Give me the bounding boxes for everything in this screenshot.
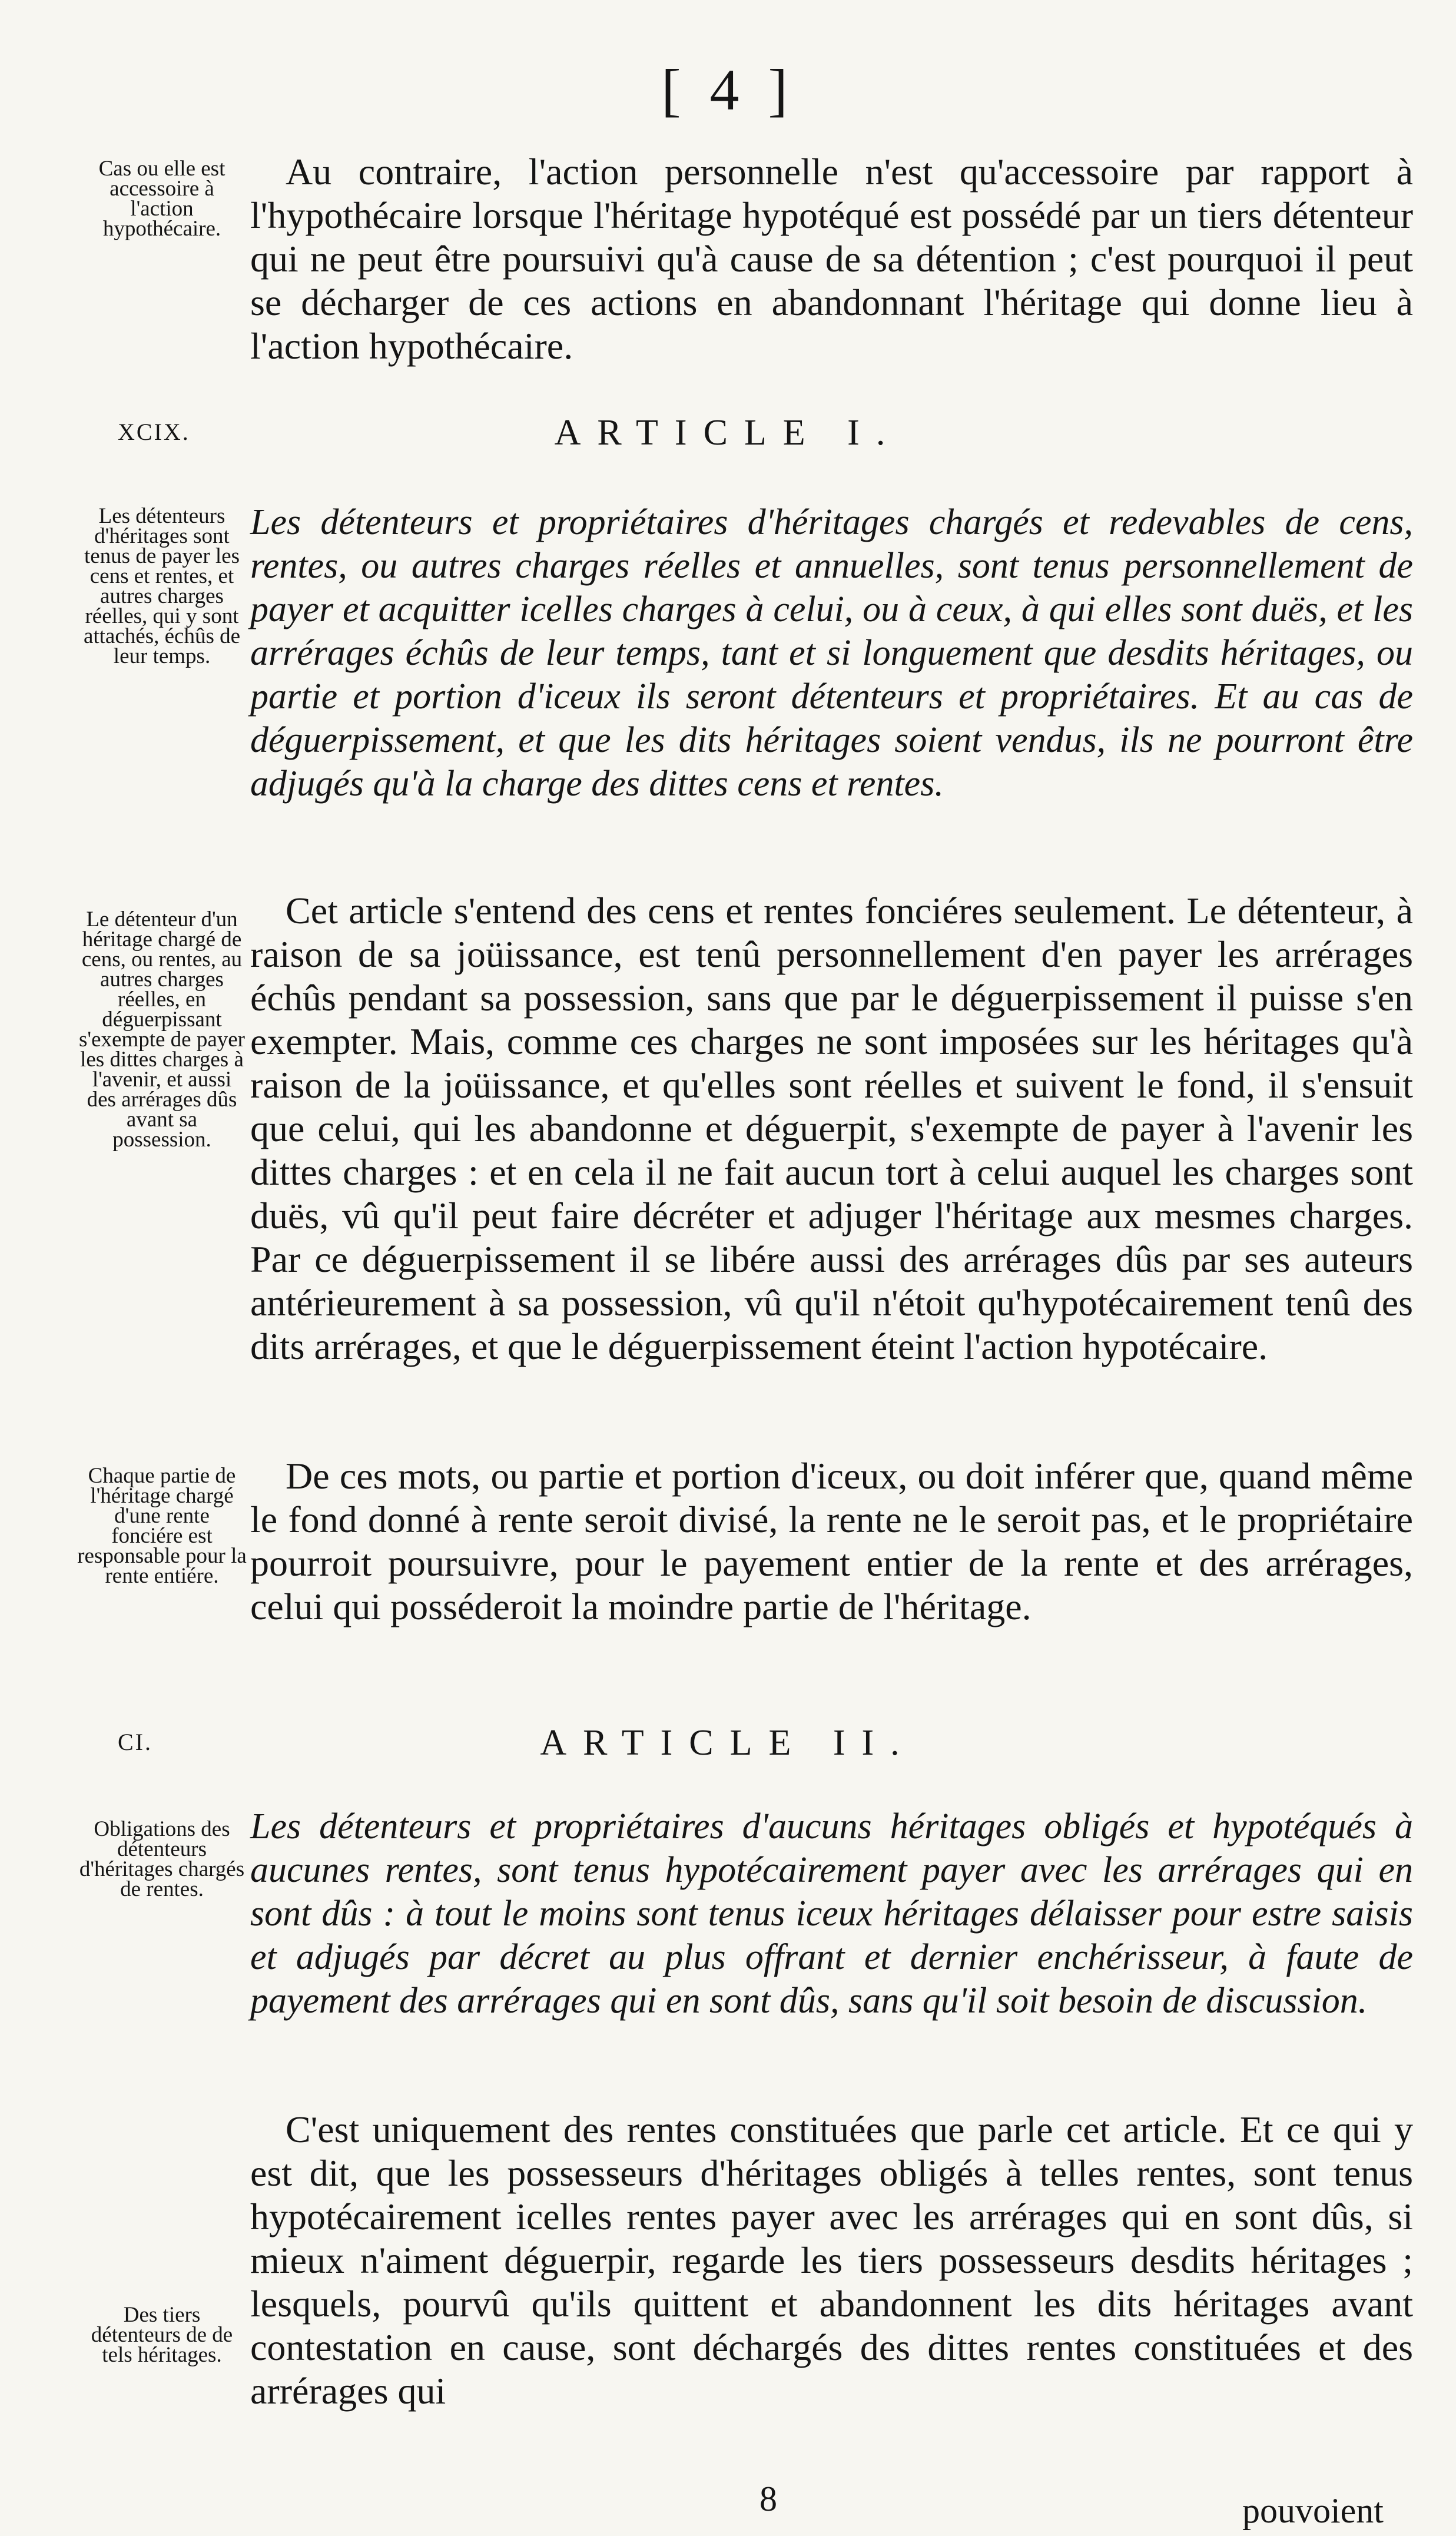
margin-note: Les détenteurs d'héritages sont tenus de payer les cens et rentes, et autres charges réelles, qui y sont attachés, échûs de leur temps. bbox=[83, 504, 241, 668]
body-paragraph: Au contraire, l'action personnelle n'est qu'accessoire par rapport à l'hypothécaire lorsque l'héritage hypotéqué est possédé par un tiers détenteur qui ne peut être poursuivi qu'à cause de sa détention ; c'est pourquoi il peut se décharger de ces actions en abandonnant l'héritage qui donne lieu à l'action hypothécaire. bbox=[250, 151, 1413, 367]
article-text: Les détenteurs et propriétaires d'héritages chargés et redevables de cens, rentes, ou autres charges réelles et annuelles, sont tenus personnellement de payer et acquitter icelles charges à celui, ou à ceux, à qui elles sont duës, et les arrérages échûs de leur temps, tant et si longuement que desdits héritages, ou partie et portion d'iceux ils seront détenteurs et propriétaires. Et au cas de déguerpissement, et que les dits héritages soient vendus, ils ne pourront être adjugés qu'à la charge des dittes cens et rentes. bbox=[250, 502, 1413, 804]
margin-note: Le détenteur d'un héritage chargé de cens, ou rentes, au autres charges réelles, en déguerpissant s'exempte de payer les dittes charges à l'avenir, et aussi des arrérages dûs avant sa possession. bbox=[79, 907, 245, 1152]
body-paragraph: De ces mots, ou partie et portion d'iceux, ou doit inférer que, quand même le fond donné à rente seroit divisé, la rente ne le seroit pas, et le propriétaire pourroit poursuivre, pour le payement entier de la rente et des arrérages, celui qui posséderoit la moindre partie de l'héritage. bbox=[250, 1455, 1413, 1627]
margin-note: Obligations des détenteurs d'héritages chargés de rentes. bbox=[79, 1817, 245, 1901]
margin-note: Des tiers détenteurs de de tels héritages. bbox=[91, 2303, 233, 2367]
margin-article-number: CI. bbox=[118, 1729, 152, 1755]
signature-mark: 8 bbox=[759, 2479, 777, 2518]
catchword: pouvoient bbox=[1242, 2491, 1384, 2530]
body-paragraph: Cet article s'entend des cens et rentes fonciéres seulement. Le détenteur, à raison de sa joüissance, est tenû personnellement d'en payer les arrérages échûs pendant sa possession, sans que par le déguerpissement il puisse s'en exempter. Mais, comme ces charges ne sont imposées sur les héritages qu'à raison de la joüissance, et qu'elles sont réelles et suivent le fond, il s'ensuit que celui, qui les abandonne et déguerpit, s'exempte de payer à l'avenir les dittes charges : et en cela il ne fait aucun tort à celui auquel les charges sont duës, vû qu'il peut faire décréter et adjuger l'héritage aux mesmes charges. Par ce déguerpissement il se libére aussi des arrérages dûs par ses auteurs antérieurement à sa possession, vû qu'il n'étoit qu'hypotécairement tenû des dits arrérages, et que le déguerpissement éteint l'action hypotécaire. bbox=[250, 890, 1413, 1367]
margin-article-number: XCIX. bbox=[118, 419, 190, 445]
body-paragraph: C'est uniquement des rentes constituées que parle cet article. Et ce qui y est dit, que les possesseurs d'héritages obligés à telles rentes, sont tenus hypotécairement icelles rentes payer avec les arrérages qui en sont dûs, si mieux n'aiment déguerpir, regarde les tiers possesseurs desdits héritages ; lesquels, pourvû qu'ils quittent et abandonnent les dits héritages avant contestation en cause, sont déchargés des dittes rentes constituées et des arrérages qui bbox=[250, 2109, 1413, 2412]
margin-note: Cas ou elle est accessoire à l'action hypothécaire. bbox=[98, 157, 225, 241]
article-title: ARTICLE II. bbox=[540, 1723, 916, 1763]
page-number: [ 4 ] bbox=[661, 57, 795, 122]
article-title: ARTICLE I. bbox=[554, 413, 902, 453]
margin-note: Chaque partie de l'héritage chargé d'une rente fonciére est responsable pour la rente entiére. bbox=[77, 1464, 247, 1588]
article-text: Les détenteurs et propriétaires d'aucuns héritages obligés et hypotéqués à aucunes rentes, sont tenus hypotécairement payer avec les arrérages qui en sont dûs : à tout le moins sont tenus iceux héritages délaisser pour estre saisis et adjugés par décret au plus offrant et dernier enchérisseur, à faute de payement des arrérages qui en sont dûs, sans qu'il soit besoin de discussion. bbox=[250, 1806, 1413, 2021]
